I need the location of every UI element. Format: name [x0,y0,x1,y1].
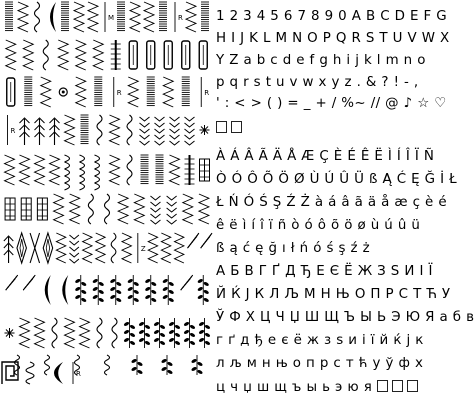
stitch-pattern-glyph [182,77,190,106]
stitch-pattern-glyph [23,275,35,290]
stitch-pattern-glyph [122,233,131,263]
stitch-pattern-glyph [112,318,117,348]
stitch-pattern-glyph [164,41,172,69]
stitch-pattern-glyph [128,77,138,107]
stitch-pattern-glyph [170,117,180,145]
stitch-pattern-glyph [62,275,68,305]
stitch-pattern-glyph [199,194,209,224]
empty-glyph-boxes [377,376,422,398]
empty-glyph-box [392,380,403,392]
stitch-pattern-glyph [105,194,110,224]
stitch-pattern-glyph [153,318,165,348]
char-row: ' : < > ( ) = _ + / %~ // @ ♪ ☆ ♡ [216,96,447,111]
empty-glyph-box [231,121,242,133]
character-grid [216,0,474,415]
svg-text:R: R [116,89,122,97]
stitch-pattern-glyph [138,233,146,263]
stitch-pattern-glyph [76,40,86,70]
stitch-pattern-glyph [200,159,210,181]
stitch-pattern-glyph [127,155,132,185]
char-row: г ґ д ђ е є ё ж з ѕ и і ї й ќ ј к [216,333,424,348]
stitch-pattern-glyph [8,115,16,145]
stitch-pattern-glyph [56,233,65,263]
stitch-pattern-glyph [41,77,51,107]
stitch-pattern-glyph [69,235,78,263]
stitch-pattern-glyph [20,155,30,185]
stitch-pattern-glyph [201,77,209,107]
stitch-pattern-glyph [141,155,149,184]
stitch-pattern-glyph [93,40,103,70]
stitch-pattern-glyph [24,77,32,106]
stitch-pattern-glyph [21,198,31,220]
char-row [216,376,425,398]
empty-glyph-box [216,121,227,133]
stitch-pattern-glyph [147,41,155,69]
stitch-pattern-glyph [6,275,18,290]
char-row: H I J K L M N O P Q R S T U V W X [216,31,450,46]
stitch-pattern-glyph [167,196,177,224]
stitch-pattern-glyph [110,155,120,185]
stitch-pattern-glyph [185,155,195,185]
stitch-pattern-glyph [2,362,18,384]
stitch-pattern-glyph [159,2,167,31]
stitch-pattern-glyph [80,155,85,190]
stitch-pattern-glyph [111,233,116,263]
stitch-pattern-glyph [43,40,48,70]
stitch-pattern-glyph [80,318,90,348]
stitch-pattern-glyph [54,194,64,224]
stitch-pattern-glyph [95,155,100,190]
stitch-pattern-glyph [161,355,173,375]
stitch-pattern-glyph [83,233,92,263]
char-row: Ў Ф Х Ц Ч Џ Ш Щ Ъ Ы Ь Э Ю Я а б в [216,310,474,325]
stitch-pattern-glyph [45,275,51,305]
stitch-pattern-glyph [127,115,132,145]
stitch-pattern-glyph [175,2,183,32]
stitch-pattern-glyph [5,155,15,185]
stitch-pattern-glyph [118,194,128,224]
stitch-pattern-glyph [70,194,80,224]
stitch-pattern-glyph [148,233,157,263]
stitch-pattern-glyph [197,275,209,305]
stitch-pattern-glyph [114,77,122,107]
stitch-pattern-glyph [26,362,34,384]
stitch-pattern-glyph [163,77,173,107]
stitch-pattern-glyph [183,194,193,224]
stitch-pattern-glyph [50,118,60,145]
stitch-pattern-glyph [186,2,196,32]
stitch-pattern-glyph [97,318,102,348]
stitch-pattern-glyph [134,194,144,224]
stitch-pattern-glyph [88,194,93,224]
stitch-pattern-glyph [5,328,15,338]
stitch-pattern-glyph [168,318,180,348]
stitch-pattern-glyph [65,115,75,145]
stitch-pattern-glyph [43,233,52,263]
stitch-pattern-glyph [110,275,122,305]
stitch-pattern-glyph [20,318,30,348]
stitch-pattern-glyph [130,2,140,32]
char-row-text: ц ч џ ш щ ъ ы ь э ю я [216,380,373,395]
symbol-box-row [216,117,425,139]
stitch-pattern-glyph [105,355,110,375]
stitch-pattern-glyph [170,155,180,185]
stitch-pattern-glyph [74,2,84,32]
stitch-pattern-glyph [92,275,104,305]
stitch-pattern-glyph [145,275,157,305]
stitch-pattern-glyph [20,118,30,145]
stitch-pattern-glyph [155,117,165,145]
stitch-pattern-glyph [131,355,143,375]
stitch-pattern-glyph [94,77,102,106]
char-row: Ł Ń Ó Ś Ş Ź Ż à á â ã ä å æ ç è é [216,195,447,210]
stitch-pattern-glyph [37,198,47,220]
stitch-pattern-glyph [7,78,15,106]
svg-text:Z: Z [140,245,146,253]
char-row: ê ë ì í î ï ñ ò ó ô õ ö ø ù ú û ü [216,218,421,233]
char-row: А Б В Г Ґ Д Ђ Е Є Ё Ж З Ѕ И І Ї [216,264,433,279]
stitch-pattern-glyph [201,2,209,31]
stitch-pattern-grid [0,0,212,415]
stitch-pattern-glyph [162,275,174,305]
empty-glyph-box [377,380,388,392]
char-row: Ò Ó Ô Õ Ö Ø Ù Ú Û Ü ß Ą Ć Ę Ğ İ Ł [216,172,458,187]
stitch-pattern-glyph [18,2,28,32]
svg-text:M: M [108,14,115,22]
stitch-pattern-glyph [181,275,193,290]
stitch-pattern-glyph [50,2,56,32]
empty-glyph-box [407,380,418,392]
stitch-pattern-glyph [35,318,45,348]
stitch-pattern-glyph [147,77,155,106]
stitch-pattern-glyph [105,2,114,32]
svg-text:R: R [204,89,210,97]
stitch-pattern-glyph [129,41,137,69]
char-row: À Á Â Ã Ä Å Æ Ç È É Ê Ë Ì Í Î Ï Ñ [216,149,435,164]
stitch-pattern-glyph [97,115,102,145]
stitch-pattern-glyph [117,2,125,31]
stitch-pattern-glyph [88,2,98,32]
stitch-pattern-glyph [75,275,87,305]
stitch-pattern-glyph [52,318,57,348]
stitch-pattern-glyph [201,233,212,248]
stitch-pattern-glyph [35,155,45,185]
stitch-pattern-glyph [96,233,105,263]
stitch-pattern-glyph [35,118,45,145]
stitch-pattern-glyph [45,355,50,375]
stitch-pattern-glyph [111,40,121,70]
stitch-pattern-glyph [6,40,16,70]
stitch-pattern-glyph [200,125,210,135]
stitch-pattern-glyph [30,233,39,263]
stitch-pattern-glyph [138,318,150,348]
stitch-pattern-canvas [0,0,212,415]
stitch-pattern-glyph [35,2,40,32]
stitch-pattern-glyph [110,115,120,145]
stitch-pattern-glyph [150,196,160,224]
stitch-pattern-glyph [17,233,26,263]
char-row: Y Z a b c d e f g h i j k l m n o [216,53,426,68]
stitch-pattern-glyph [127,275,139,305]
stitch-pattern-glyph [65,155,70,190]
stitch-pattern-glyph [191,355,203,375]
stitch-pattern-glyph [182,41,190,69]
empty-glyph-boxes [216,117,246,139]
stitch-pattern-glyph [81,115,89,144]
char-row: Й Ќ Ј К Л Љ М Н Њ О П Р С Т Ћ У [216,287,451,302]
stitch-pattern-glyph [54,362,63,384]
stitch-pattern-glyph [199,41,207,69]
char-row: ß ą ć ę ğ ı ł ń ó ś ş ź ż [216,241,371,256]
stitch-pattern-glyph [61,2,69,31]
stitch-pattern-glyph [156,155,164,184]
stitch-pattern-glyph [59,88,67,96]
stitch-pattern-glyph [144,2,154,32]
stitch-pattern-glyph [4,236,13,263]
stitch-pattern-glyph [198,318,210,348]
char-row: л љ м н њ о п р с т ћ у ў ф х [216,356,424,371]
stitch-pattern-glyph [123,318,135,348]
stitch-pattern-glyph [15,355,20,375]
stitch-pattern-glyph [185,117,195,145]
char-row: p q r s t u v w x y z . & ? ! - , [216,75,419,90]
stitch-pattern-glyph [50,155,60,185]
stitch-pattern-glyph [5,2,13,31]
stitch-pattern-glyph [183,318,195,348]
svg-text:R: R [178,14,183,22]
stitch-pattern-glyph [188,233,199,248]
stitch-pattern-glyph [140,117,150,145]
svg-text:R: R [10,127,16,135]
stitch-pattern-glyph [5,198,15,220]
svg-text:R: R [76,370,81,378]
char-row: 1 2 3 4 5 6 7 8 9 0 A B C D E F G [216,9,448,24]
stitch-pattern-glyph [76,77,86,107]
stitch-pattern-glyph [174,233,183,263]
stitch-pattern-glyph [65,318,75,348]
stitch-pattern-glyph [58,40,68,70]
stitch-pattern-glyph [161,233,170,263]
stitch-pattern-glyph [23,40,33,70]
